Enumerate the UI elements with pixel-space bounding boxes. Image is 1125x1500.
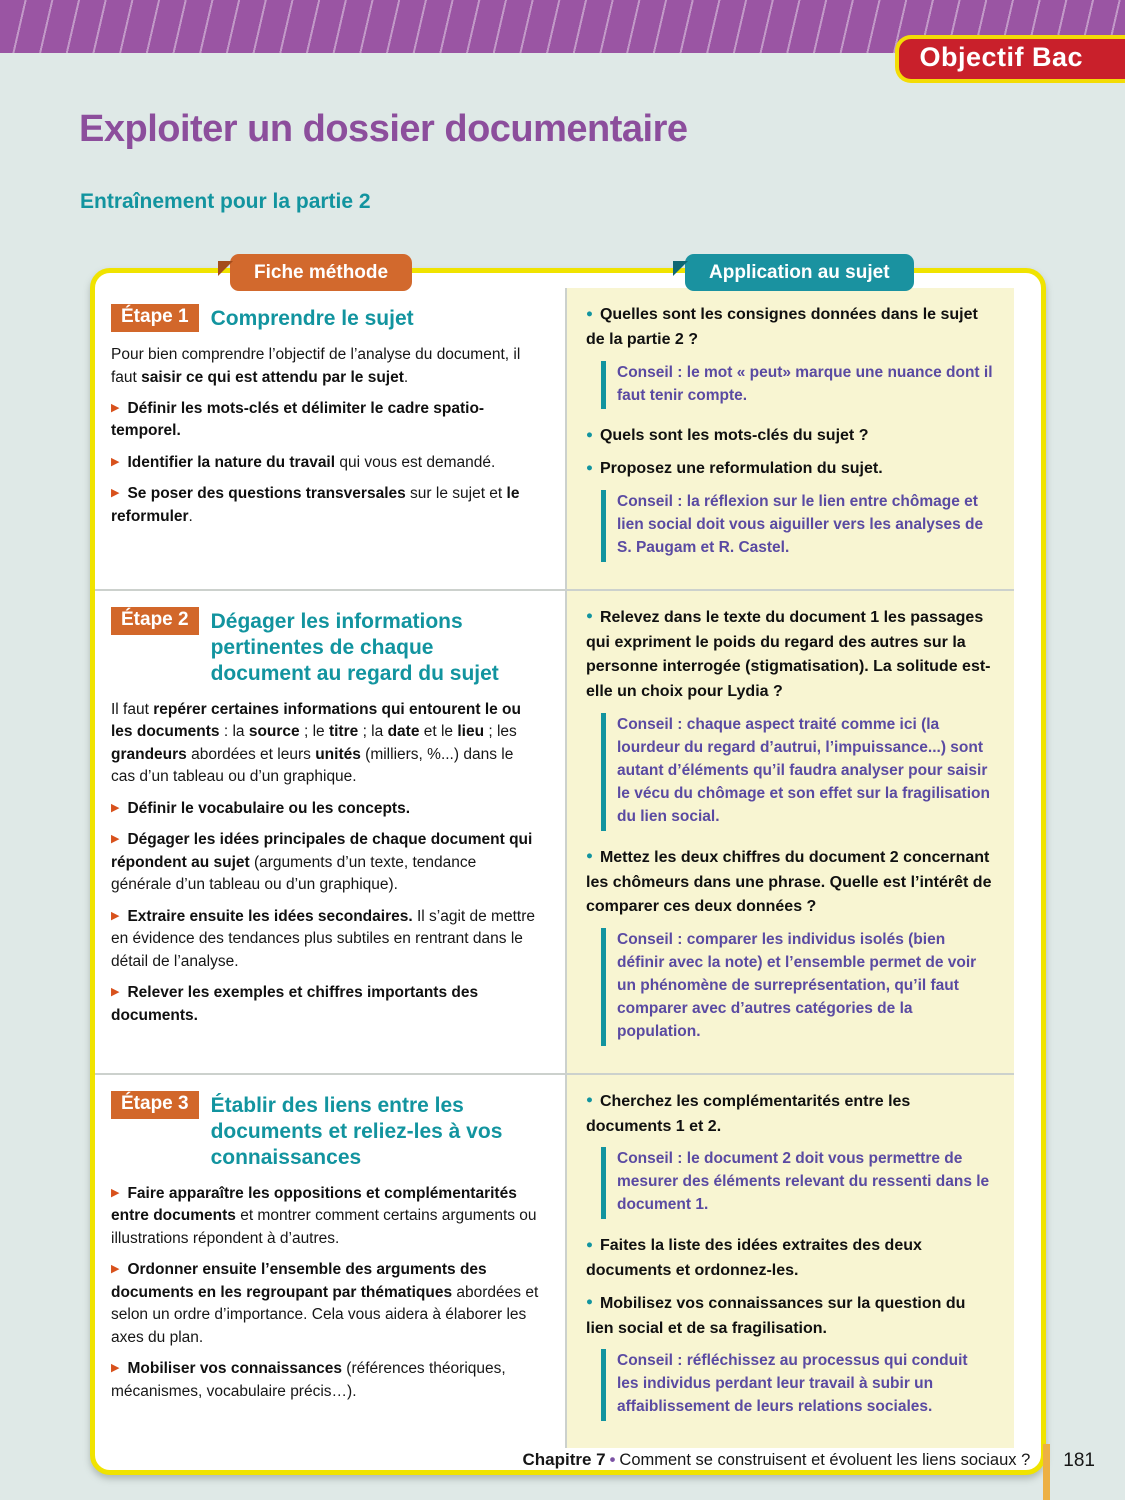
method-cell — [95, 1075, 565, 1448]
method-cell — [95, 288, 565, 589]
application-cell — [565, 591, 1014, 1073]
question-bullet-icon: ● — [586, 1296, 593, 1309]
step-badge: Étape 2 — [111, 607, 199, 635]
page-subtitle: Entraînement pour la partie 2 — [80, 190, 371, 213]
footer-accent-bar — [1043, 1444, 1050, 1500]
step-heading: Dégager les informations pertinentes de chaque document au regard du sujet — [210, 609, 499, 685]
bullet-triangle-icon: ▶ — [111, 1263, 120, 1276]
conseil-note: Conseil : comparer les individus isolés (bien définir avec la note) et l’ensemble permet de voir un phénomène de surreprésentation, qu’il faut comparer avec d’autres catégories de la population. — [601, 928, 997, 1046]
main-frame — [90, 261, 1046, 1475]
conseil-note: Conseil : réfléchissez au processus qui conduit les individus perdant leur travail à subir un affaiblissement de leurs relations sociales. — [601, 1349, 997, 1421]
application-question: ● Proposez une reformulation du sujet. — [586, 460, 883, 478]
question-bullet-icon: ● — [586, 1094, 593, 1107]
application-question: ● Mobilisez vos connaissances sur la question du lien social et de sa fragilisation. — [586, 1294, 966, 1337]
method-bullet-item: ▶ Faire apparaître les oppositions et complémentarités entre documents et montrer comment certains arguments ou illustrations répondent à d’autres. — [111, 1184, 537, 1247]
application-cell — [565, 1075, 1014, 1448]
bullet-triangle-icon: ▶ — [111, 909, 120, 922]
step-heading: Établir des liens entre les documents et reliez-les à vos connaissances — [210, 1093, 503, 1169]
tab-fold-icon — [673, 261, 688, 276]
tab-application-label: Application au sujet — [709, 261, 890, 283]
application-question: ● Quels sont les mots-clés du sujet ? — [586, 427, 869, 445]
method-bullet-item: ▶ Dégager les idées principales de chaque document qui répondent au sujet (arguments d’un texte, tendance générale d’un tableau ou d’un graphique). — [111, 831, 533, 894]
method-paragraph: Il faut repérer certaines informations qui entourent le ou les documents : la source ; le titre ; la date et le lieu ; les grandeurs abordées et leurs unités (milliers, %...) dans le cas d’un tableau ou d’un graphique. — [111, 700, 521, 786]
method-bullet-item: ▶ Définir les mots-clés et délimiter le cadre spatio-temporel. — [111, 399, 485, 440]
application-question: ● Faites la liste des idées extraites des deux documents et ordonnez-les. — [586, 1237, 922, 1280]
tab-fold-icon — [218, 261, 233, 276]
bullet-triangle-icon: ▶ — [111, 455, 120, 468]
method-bullet-item: ▶ Identifier la nature du travail qui vous est demandé. — [111, 453, 496, 471]
question-bullet-icon: ● — [586, 850, 593, 863]
step-row — [95, 589, 1014, 1073]
method-bullet-item: ▶ Ordonner ensuite l’ensemble des arguments des documents en les regroupant par thématiques abordées et selon un ordre d’importance. Cela vous aidera à élaborer les axes du plan. — [111, 1261, 539, 1346]
page-title: Exploiter un dossier documentaire — [79, 108, 688, 150]
method-paragraph: Pour bien comprendre l’objectif de l’analyse du document, il faut saisir ce qui est attendu par le sujet. — [111, 346, 521, 386]
application-question: ● Cherchez les complémentarités entre les documents 1 et 2. — [586, 1092, 911, 1135]
footer-chapter-label: Chapitre 7 — [522, 1450, 606, 1469]
bullet-triangle-icon: ▶ — [111, 833, 120, 846]
application-question: ● Relevez dans le texte du document 1 les passages qui expriment le poids du regard des autres sur la personne interrogée (stigmatisation). La solitude est-elle un choix pour Lydia ? — [586, 608, 991, 701]
method-cell — [95, 591, 565, 1073]
step-heading: Comprendre le sujet — [210, 307, 414, 330]
tab-fiche-methode-label: Fiche méthode — [254, 261, 389, 283]
step-row — [95, 1073, 1014, 1448]
objectif-bac-badge: Objectif Bac — [895, 35, 1125, 83]
step-row — [95, 288, 1014, 589]
application-question: ● Mettez les deux chiffres du document 2 concernant les chômeurs dans une phrase. Quelle est l’intérêt de comparer ces deux données ? — [586, 848, 992, 916]
conseil-note: Conseil : le document 2 doit vous permettre de mesurer des éléments relevant du ressenti dans le document 1. — [601, 1147, 997, 1219]
tab-fiche-methode — [230, 254, 412, 291]
conseil-note: Conseil : le mot « peut» marque une nuance dont il faut tenir compte. — [601, 361, 997, 410]
question-bullet-icon: ● — [586, 428, 593, 441]
question-bullet-icon: ● — [586, 610, 593, 623]
footer-chapter-title: Comment se construisent et évoluent les liens sociaux ? — [619, 1451, 1031, 1469]
application-cell — [565, 288, 1014, 589]
application-question: ● Quelles sont les consignes données dans le sujet de la partie 2 ? — [586, 306, 978, 348]
bullet-triangle-icon: ▶ — [111, 801, 120, 814]
method-bullet-item: ▶ Relever les exemples et chiffres importants des documents. — [111, 984, 479, 1024]
method-bullet-item: ▶ Extraire ensuite les idées secondaires. Il s’agit de mettre en évidence des tendances plus subtiles en rentrant dans le détail de l’analyse. — [111, 907, 535, 970]
step-badge: Étape 3 — [111, 1091, 199, 1119]
question-bullet-icon: ● — [586, 1238, 593, 1251]
footer-chapter-line — [523, 1450, 1031, 1470]
question-bullet-icon: ● — [586, 461, 593, 474]
step-badge: Étape 1 — [111, 304, 199, 332]
method-bullet-item: ▶ Mobiliser vos connaissances (références théoriques, mécanismes, vocabulaire précis…). — [111, 1360, 506, 1400]
step-header — [111, 1091, 539, 1171]
steps-container — [95, 288, 1041, 1448]
bullet-triangle-icon: ▶ — [111, 1362, 120, 1375]
page-number: 181 — [1063, 1450, 1095, 1471]
method-bullet-item: ▶ Se poser des questions transversales sur le sujet et le reformuler. — [111, 485, 520, 525]
method-bullet-item: ▶ Définir le vocabulaire ou les concepts. — [111, 799, 411, 817]
tab-application-au-sujet — [685, 254, 914, 291]
question-bullet-icon: ● — [586, 307, 593, 320]
footer-dot-icon: • — [609, 1451, 616, 1469]
step-header — [111, 607, 539, 687]
bullet-triangle-icon: ▶ — [111, 1186, 120, 1199]
bullet-triangle-icon: ▶ — [111, 401, 120, 414]
bullet-triangle-icon: ▶ — [111, 487, 120, 500]
page-footer — [523, 1444, 1125, 1500]
step-header — [111, 304, 539, 332]
conseil-note: Conseil : chaque aspect traité comme ici (la lourdeur du regard d’autrui, l’impuissance...) sont autant d’éléments qu’il faudra analyser pour saisir le vécu du chômage et son effet sur la fragilisation du lien social. — [601, 713, 997, 831]
bullet-triangle-icon: ▶ — [111, 986, 120, 999]
conseil-note: Conseil : la réflexion sur le lien entre chômage et lien social doit vous aiguiller vers les analyses de S. Paugam et R. Castel. — [601, 490, 997, 562]
